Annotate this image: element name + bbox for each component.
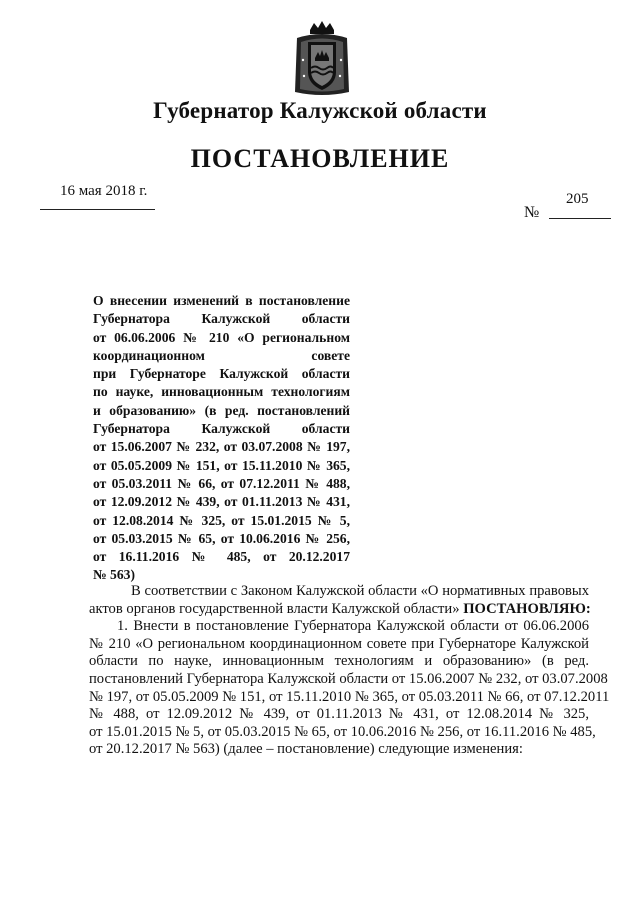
- subject-line: от 05.03.2011 № 66, от 07.12.2011 № 488,: [93, 475, 350, 491]
- body-line: В соответствии с Законом Калужской области «О нормативных правовых: [131, 583, 589, 599]
- subject-line: от 15.06.2007 № 232, от 03.07.2008 № 197,: [93, 439, 350, 455]
- body-line: № 488, от 12.09.2012 № 439, от 01.11.2013 № 431, от 12.08.2014 № 325,: [89, 706, 589, 723]
- body-text: актов органов государственной власти Калужской области»: [89, 600, 460, 617]
- subject-line: Губернатора Калужской области: [93, 311, 350, 327]
- subject-line: по науке, инновационным технологиям: [93, 384, 350, 400]
- subject-line: от 12.08.2014 № 325, от 15.01.2015 № 5,: [93, 512, 350, 528]
- issuing-authority: Губернатор Калужской области: [153, 98, 487, 123]
- body-line: постановлений Губернатора Калужской области от 15.06.2007 № 232, от 03.07.2008: [89, 670, 608, 687]
- body-line: области по науке, инновационным технологиям и образованию» (в ред.: [89, 653, 589, 670]
- body-line: от 20.12.2017 № 563) (далее – постановление) следующие изменения:: [89, 741, 523, 758]
- subject-line: Губернатора Калужской области: [93, 421, 350, 437]
- number-sign: №: [524, 204, 540, 221]
- resolution-keyword: ПОСТАНОВЛЯЮ:: [463, 600, 591, 617]
- subject-line: № 563): [93, 567, 135, 583]
- subject-line: от 05.03.2015 № 65, от 10.06.2016 № 256,: [93, 530, 350, 546]
- subject-line: от 06.06.2006 № 210 «О региональном: [93, 329, 350, 345]
- subject-line: О внесении изменений в постановление: [93, 293, 350, 308]
- date-underline: [40, 209, 155, 210]
- body-line: от 15.01.2015 № 5, от 05.03.2015 № 65, от 10.06.2016 № 256, от 16.11.2016 № 485,: [89, 723, 596, 740]
- document-date: 16 мая 2018 г.: [60, 183, 148, 199]
- body-line: № 210 «О региональном координационном совете при Губернаторе Калужской: [89, 635, 589, 652]
- subject-line: от 05.05.2009 № 151, от 15.11.2010 № 365,: [93, 457, 350, 473]
- document-subject: [93, 292, 350, 585]
- body-line: [89, 601, 589, 619]
- document-body: [89, 583, 610, 759]
- subject-line: и образованию» (в ред. постановлений: [93, 402, 350, 418]
- body-line: № 197, от 05.05.2009 № 151, от 15.11.2010 № 365, от 05.03.2011 № 66, от 07.12.2011: [89, 688, 610, 705]
- subject-line: от 16.11.2016 № 485, от 20.12.2017: [93, 549, 350, 565]
- document-number: 205: [566, 191, 589, 207]
- subject-line: при Губернаторе Калужской области: [93, 366, 350, 382]
- coat-of-arms-emblem: [293, 20, 351, 98]
- subject-line: координационном совете: [93, 347, 350, 363]
- number-underline: [549, 218, 611, 219]
- body-line: 1. Внести в постановление Губернатора Калужской области от 06.06.2006: [117, 618, 589, 635]
- subject-line: от 12.09.2012 № 439, от 01.11.2013 № 431,: [93, 494, 350, 510]
- document-type-title: ПОСТАНОВЛЕНИЕ: [190, 144, 450, 173]
